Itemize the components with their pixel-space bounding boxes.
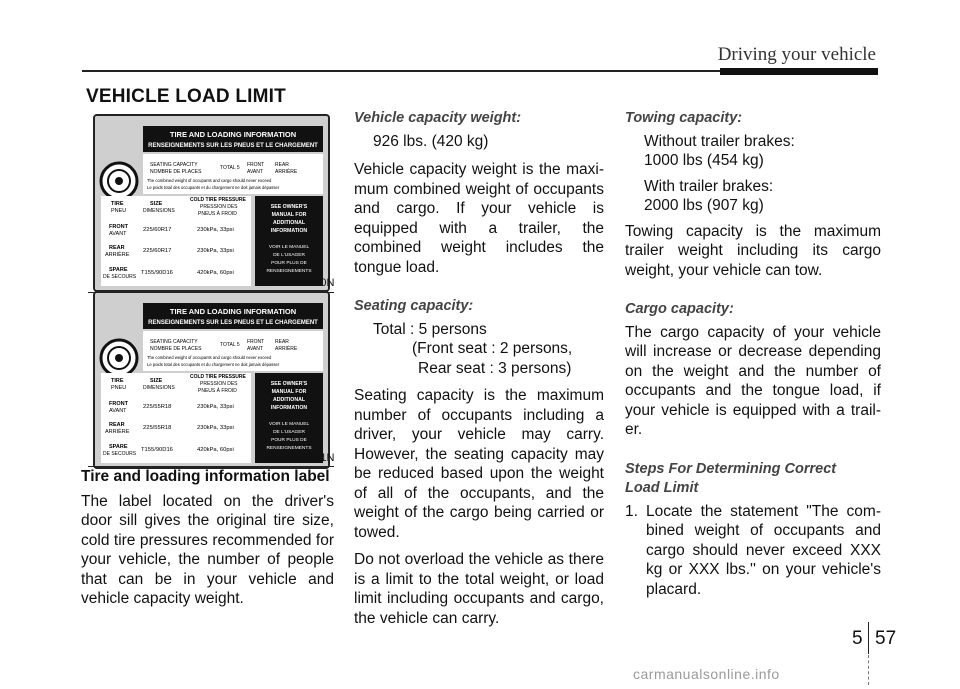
towing-brakes-label: With trailer brakes: [644, 177, 774, 195]
svg-text:REAR: REAR [109, 422, 125, 428]
svg-text:INFORMATION: INFORMATION [270, 228, 308, 234]
svg-text:SEE OWNER'S: SEE OWNER'S [270, 204, 308, 210]
svg-text:POUR PLUS DE: POUR PLUS DE [271, 438, 307, 443]
svg-text:DE L'USAGER: DE L'USAGER [273, 430, 305, 435]
svg-text:COLD TIRE PRESSURE: COLD TIRE PRESSURE [190, 197, 246, 203]
column-3 [625, 109, 881, 599]
svg-text:230kPa, 33psi: 230kPa, 33psi [197, 404, 234, 410]
svg-text:REAR: REAR [275, 162, 289, 168]
svg-text:Le poids total des occupants e: Le poids total des occupants et du chargement ne doit jamais dépasser [147, 362, 280, 367]
svg-text:SIZE: SIZE [150, 378, 163, 384]
svg-text:FRONT: FRONT [247, 339, 265, 345]
figure-ref-1: OLM059100N [266, 277, 335, 289]
svg-text:VOIR LE MANUEL: VOIR LE MANUEL [268, 245, 310, 250]
svg-text:PRESSION DES: PRESSION DES [200, 204, 238, 210]
overload-warning: Do not overload the vehicle as there is a limit to the total weight, or load limit including occupants and cargo, the vehicle can carry. [354, 551, 604, 627]
svg-text:ARRIÈRE: ARRIÈRE [105, 252, 130, 258]
tire-label-image-2 [93, 291, 330, 469]
label-title-en: TIRE AND LOADING INFORMATION [169, 130, 297, 139]
svg-text:230kPa, 33psi: 230kPa, 33psi [197, 248, 234, 254]
tire-icon [101, 163, 137, 199]
svg-text:AVANT: AVANT [109, 231, 127, 237]
svg-text:DIMENSIONS: DIMENSIONS [143, 208, 175, 214]
svg-text:SIZE: SIZE [150, 201, 163, 207]
seating-capacity-heading: Seating capacity: [354, 298, 474, 314]
tire-label-body: The label located on the driver's door sill gives the original tire size, cold tire pressures recommended for your vehicle, the number of people that can be in your vehicle and vehicle capacity weight. [81, 492, 334, 607]
tire-label-heading: Tire and loading information label [81, 468, 330, 485]
svg-text:DIMENSIONS: DIMENSIONS [143, 385, 175, 391]
svg-text:T155/90D16: T155/90D16 [141, 270, 173, 276]
vehicle-capacity-body: Vehicle capacity weight is the maxi-mum combined weight of occupants and cargo. If your vehicle is equipped with a trailer, the combined weight includes the tongue load. [354, 161, 604, 276]
svg-text:DE SECOURS: DE SECOURS [103, 451, 137, 457]
svg-text:NOMBRE DE PLACES: NOMBRE DE PLACES [150, 346, 202, 352]
svg-text:NOMBRE DE PLACES: NOMBRE DE PLACES [150, 169, 202, 175]
svg-text:FRONT: FRONT [109, 401, 128, 407]
towing-brakes-value: 2000 lbs (907 kg) [644, 197, 764, 214]
svg-text:MANUAL FOR: MANUAL FOR [271, 389, 307, 395]
svg-text:230kPa, 33psi: 230kPa, 33psi [197, 227, 234, 233]
chapter-number: 5 [852, 628, 863, 649]
svg-text:RENSEIGNEMENTS SUR LES PNEUS E: RENSEIGNEMENTS SUR LES PNEUS ET LE CHARGEMENT [148, 320, 318, 326]
cargo-capacity-body: The cargo capacity of your vehicle will increase or decrease depending on the weight and the number of occupants and the tongue load, if your vehicle is equipped with a trail-er. [625, 323, 881, 438]
chapter-header: Driving your vehicle [717, 44, 876, 65]
svg-text:420kPa, 60psi: 420kPa, 60psi [197, 270, 234, 276]
column-2 [354, 109, 604, 628]
header-rule [82, 70, 722, 72]
svg-text:FRONT: FRONT [247, 162, 265, 168]
svg-text:TIRE AND LOADING INFORMATION: TIRE AND LOADING INFORMATION [169, 307, 297, 316]
svg-text:POUR PLUS DE: POUR PLUS DE [271, 261, 307, 266]
watermark: carmanualsonline.info [633, 666, 780, 682]
svg-text:ARRIÈRE: ARRIÈRE [105, 429, 130, 435]
svg-text:PNEU: PNEU [111, 385, 127, 391]
svg-text:Le poids total des occupants e: Le poids total des occupants et du chargement ne doit jamais dépasser [147, 185, 280, 190]
vehicle-capacity-heading: Vehicle capacity weight: [354, 110, 522, 126]
svg-text:RENSEIGNEMENTS: RENSEIGNEMENTS [266, 446, 312, 451]
vehicle-capacity-value: 926 lbs. (420 kg) [373, 132, 489, 150]
svg-text:225/55R18: 225/55R18 [143, 425, 172, 431]
svg-text:ARRIÈRE: ARRIÈRE [275, 169, 298, 175]
svg-text:RENSEIGNEMENTS: RENSEIGNEMENTS [266, 269, 312, 274]
seating-total: Total : 5 persons [373, 320, 487, 338]
svg-text:TOTAL 5: TOTAL 5 [220, 165, 240, 171]
towing-capacity-heading: Towing capacity: [625, 110, 743, 126]
svg-text:TIRE: TIRE [111, 201, 124, 207]
label-title-fr: RENSEIGNEMENTS SUR LES PNEUS ET LE CHARGEMENT [148, 143, 318, 149]
svg-text:AVANT: AVANT [247, 169, 263, 175]
figure-ref-2: OLM059101N [266, 452, 335, 464]
svg-text:PNEUS À FROID: PNEUS À FROID [198, 388, 237, 394]
svg-text:ADDITIONAL: ADDITIONAL [273, 397, 305, 403]
seating-rear: Rear seat : 3 persons) [418, 359, 572, 377]
svg-text:420kPa, 60psi: 420kPa, 60psi [197, 447, 234, 453]
svg-text:SEATING CAPACITY: SEATING CAPACITY [150, 162, 198, 168]
svg-text:COLD TIRE PRESSURE: COLD TIRE PRESSURE [190, 374, 246, 380]
svg-text:The combined weight of occupan: The combined weight of occupants and cargo should never exceed [147, 355, 272, 360]
svg-text:SPARE: SPARE [109, 444, 128, 450]
svg-text:TIRE: TIRE [111, 378, 124, 384]
svg-text:DE L'USAGER: DE L'USAGER [273, 253, 305, 258]
seating-capacity-body: Seating capacity is the maximum number of occupants including a driver, your vehicle may carry. However, the seating capacity may be reduced based upon the weight of all of the occupants, and the weight of the cargo being carried or towed. [354, 387, 604, 541]
svg-text:INFORMATION: INFORMATION [270, 405, 308, 411]
svg-text:The combined weight of occupan: The combined weight of occupants and cargo should never exceed [147, 178, 272, 183]
footer-guide-line [868, 655, 870, 685]
tire-label-image-1 [93, 114, 330, 292]
svg-text:SPARE: SPARE [109, 267, 128, 273]
svg-text:ADDITIONAL: ADDITIONAL [273, 220, 305, 226]
svg-text:PNEUS À FROID: PNEUS À FROID [198, 211, 237, 217]
page-number-divider [868, 622, 869, 654]
svg-text:REAR: REAR [109, 245, 125, 251]
towing-capacity-body: Towing capacity is the maximum trailer weight including its cargo weight, your vehicle can tow. [625, 222, 881, 279]
svg-text:AVANT: AVANT [247, 346, 263, 352]
svg-text:225/55R18: 225/55R18 [143, 404, 172, 410]
load-limit-steps-heading: Steps For Determining Correct Load Limit [625, 460, 837, 496]
cargo-capacity-heading: Cargo capacity: [625, 301, 734, 317]
svg-text:225/60R17: 225/60R17 [143, 227, 172, 233]
seating-front: (Front seat : 2 persons, [412, 340, 573, 357]
svg-text:PRESSION DES: PRESSION DES [200, 381, 238, 387]
svg-text:SEE OWNER'S: SEE OWNER'S [270, 381, 308, 387]
towing-no-brakes-label: Without trailer brakes: [644, 132, 795, 150]
svg-text:REAR: REAR [275, 339, 289, 345]
svg-text:MANUAL FOR: MANUAL FOR [271, 212, 307, 218]
svg-text:AVANT: AVANT [109, 408, 127, 414]
svg-text:FRONT: FRONT [109, 224, 128, 230]
column-1 [81, 467, 334, 609]
svg-text:230kPa, 33psi: 230kPa, 33psi [197, 425, 234, 431]
svg-text:VOIR LE MANUEL: VOIR LE MANUEL [268, 422, 310, 427]
svg-text:T155/90D16: T155/90D16 [141, 447, 173, 453]
tire-icon [101, 340, 137, 376]
page-number: 57 [875, 628, 897, 649]
load-limit-step-1: 1. Locate the statement "The com-bined weight of occupants and cargo should never exceed XXX kg or XXX lbs.'' on your vehicle's placard. [625, 502, 881, 598]
svg-text:PNEU: PNEU [111, 208, 127, 214]
section-title: VEHICLE LOAD LIMIT [86, 86, 286, 107]
towing-no-brakes-value: 1000 lbs (454 kg) [644, 152, 764, 169]
header-rule-accent [720, 68, 878, 75]
svg-text:225/60R17: 225/60R17 [143, 248, 172, 254]
svg-text:SEATING CAPACITY: SEATING CAPACITY [150, 339, 198, 345]
svg-text:ARRIÈRE: ARRIÈRE [275, 346, 298, 352]
svg-text:TOTAL 5: TOTAL 5 [220, 342, 240, 348]
svg-text:DE SECOURS: DE SECOURS [103, 274, 137, 280]
